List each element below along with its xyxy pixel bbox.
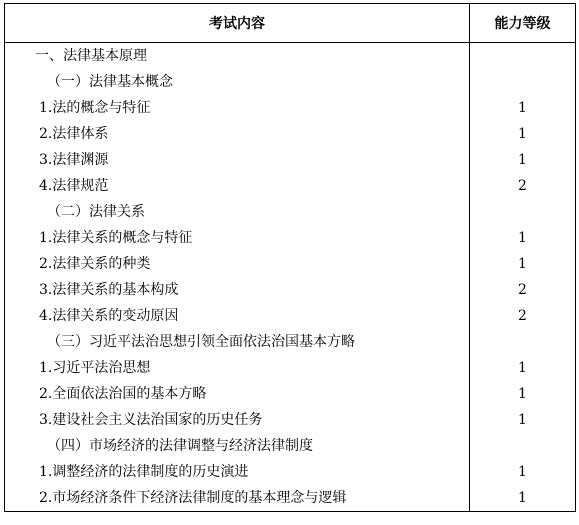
table-row [5,329,576,355]
row-content: 1.法的概念与特征 [5,95,470,121]
row-level: 2 [470,173,576,199]
table-row [5,251,576,277]
row-level: 1 [470,407,576,433]
table-row [5,407,576,433]
row-content: 一、法律基本原理 [5,43,470,70]
table-row [5,43,576,70]
row-content: 3.法律关系的基本构成 [5,277,470,303]
row-content: 4.法律关系的变动原因 [5,303,470,329]
row-level [470,329,576,355]
row-level: 1 [470,147,576,173]
table-row [5,199,576,225]
row-content: 3.法律渊源 [5,147,470,173]
exam-content-table [4,3,576,512]
table-row [5,121,576,147]
table-row [5,95,576,121]
header-exam-content: 考试内容 [5,4,470,43]
row-level: 1 [470,485,576,512]
table-row [5,69,576,95]
table-row [5,147,576,173]
table-row [5,173,576,199]
row-content: 4.法律规范 [5,173,470,199]
row-content: （四）市场经济的法律调整与经济法律制度 [5,433,470,459]
table-header-row [5,4,576,43]
row-level: 1 [470,225,576,251]
row-content: 1.法律关系的概念与特征 [5,225,470,251]
row-content: 2.法律关系的种类 [5,251,470,277]
row-content: 1.习近平法治思想 [5,355,470,381]
table-row [5,303,576,329]
row-level: 1 [470,459,576,485]
row-level: 2 [470,303,576,329]
row-content: 2.市场经济条件下经济法律制度的基本理念与逻辑 [5,485,470,512]
row-level: 1 [470,251,576,277]
row-level: 1 [470,95,576,121]
row-level: 2 [470,277,576,303]
row-content: 2.法律体系 [5,121,470,147]
row-level [470,43,576,70]
table-row [5,277,576,303]
row-level: 1 [470,121,576,147]
table-row [5,459,576,485]
row-level [470,199,576,225]
row-content: （三）习近平法治思想引领全面依法治国基本方略 [5,329,470,355]
header-ability-level: 能力等级 [470,4,576,43]
row-level: 1 [470,355,576,381]
table-row [5,433,576,459]
row-content: （二）法律关系 [5,199,470,225]
table-row [5,485,576,512]
table-row [5,355,576,381]
row-level: 1 [470,381,576,407]
row-content: 1.调整经济的法律制度的历史演进 [5,459,470,485]
row-content: 2.全面依法治国的基本方略 [5,381,470,407]
table-row [5,225,576,251]
row-level [470,433,576,459]
table-row [5,381,576,407]
row-content: 3.建设社会主义法治国家的历史任务 [5,407,470,433]
row-content: （一）法律基本概念 [5,69,470,95]
row-level [470,69,576,95]
